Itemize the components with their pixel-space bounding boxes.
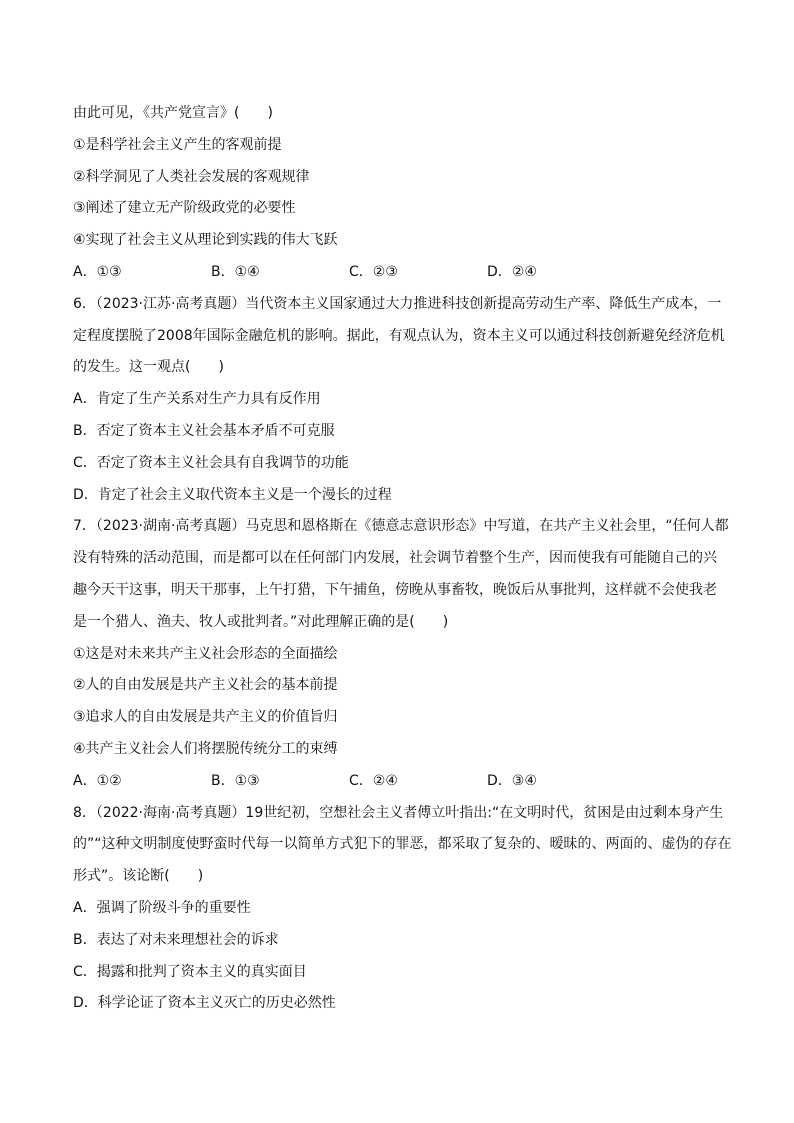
q7-options [73,766,733,798]
q5-statement-3: ③阐述了建立无产阶级政党的必要性 [73,200,296,217]
q5-option-c[interactable]: C．②③ [349,263,398,280]
q8-stem-line-1: 8．（2022·海南·高考真题）19世纪初，空想社会主义者傅立叶指出:“在文明时代，贫困是由过剩本身产生 [73,804,724,821]
q7-stem-line-3: 趣今天干这事，明天干那事，上午打猎，下午捕鱼，傍晚从事畜牧，晚饭后从事批判，这样就不会使我老 [73,581,717,598]
q5-statement-1: ①是科学社会主义产生的客观前提 [73,136,282,153]
q7-stem-line-4: 是一个猎人、渔夫、牧人或批判者。”对此理解正确的是( ) [73,613,449,630]
q6-stem-line-1: 6．（2023·江苏·高考真题）当代资本主义国家通过大力推进科技创新提高劳动生产率、降低生产成本，一 [73,295,722,312]
q7-option-a[interactable]: A．①② [73,772,122,789]
q8-option-b[interactable]: B．表达了对未来理想社会的诉求 [73,931,279,948]
q6-option-c[interactable]: C．否定了资本主义社会具有自我调节的功能 [73,454,349,471]
q7-stem-line-2: 没有特殊的活动范围，而是都可以在任何部门内发展，社会调节着整个生产，因而使我有可能随自己的兴 [73,550,717,567]
q8-stem-line-2: 的”“这种文明制度使野蛮时代每一以简单方式犯下的罪恶，都采取了复杂的、暧昧的、两面的、虚伪的存在 [73,836,732,853]
q6-stem-line-3: 的发生。这一观点( ) [73,359,224,376]
exam-page [73,98,733,1020]
q7-statement-1: ①这是对未来共产主义社会形态的全面描绘 [73,645,338,662]
q7-statement-4: ④共产主义社会人们将摆脱传统分工的束缚 [73,740,338,757]
q7-option-c[interactable]: C．②④ [349,772,398,789]
q6-option-a[interactable]: A．肯定了生产关系对生产力具有反作用 [73,391,321,408]
q5-statement-4: ④实现了社会主义从理论到实践的伟大飞跃 [73,232,338,249]
q6-option-d[interactable]: D．肯定了社会主义取代资本主义是一个漫长的过程 [73,486,392,503]
q5-statement-2: ②科学洞见了人类社会发展的客观规律 [73,168,310,185]
q7-option-d[interactable]: D．③④ [487,772,537,789]
q6-option-b[interactable]: B．否定了资本主义社会基本矛盾不可克服 [73,422,335,439]
q6-stem-line-2: 定程度摆脱了2008年国际金融危机的影响。据此，有观点认为，资本主义可以通过科技创新避免经济危机 [73,327,725,344]
q5-stem-tail: 由此可见，《共产党宣言》( ) [73,105,273,121]
q8-option-a[interactable]: A．强调了阶级斗争的重要性 [73,899,251,916]
q7-option-b[interactable]: B．①③ [211,772,260,789]
q5-options [73,257,733,289]
q8-option-c[interactable]: C．揭露和批判了资本主义的真实面目 [73,963,307,980]
q5-option-b[interactable]: B．①④ [211,263,260,280]
q5-option-a[interactable]: A．①③ [73,263,122,280]
q7-statement-2: ②人的自由发展是共产主义社会的基本前提 [73,677,338,694]
q8-option-d[interactable]: D．科学论证了资本主义灭亡的历史必然性 [73,995,336,1012]
q7-statement-3: ③追求人的自由发展是共产主义的价值旨归 [73,709,338,726]
q7-stem-line-1: 7．（2023·湖南·高考真题）马克思和恩格斯在《德意志意识形态》中写道，在共产主义社会里，“任何人都 [73,518,729,535]
q8-stem-line-3: 形式”。该论断( ) [73,868,204,885]
q5-option-d[interactable]: D．②④ [487,263,537,280]
